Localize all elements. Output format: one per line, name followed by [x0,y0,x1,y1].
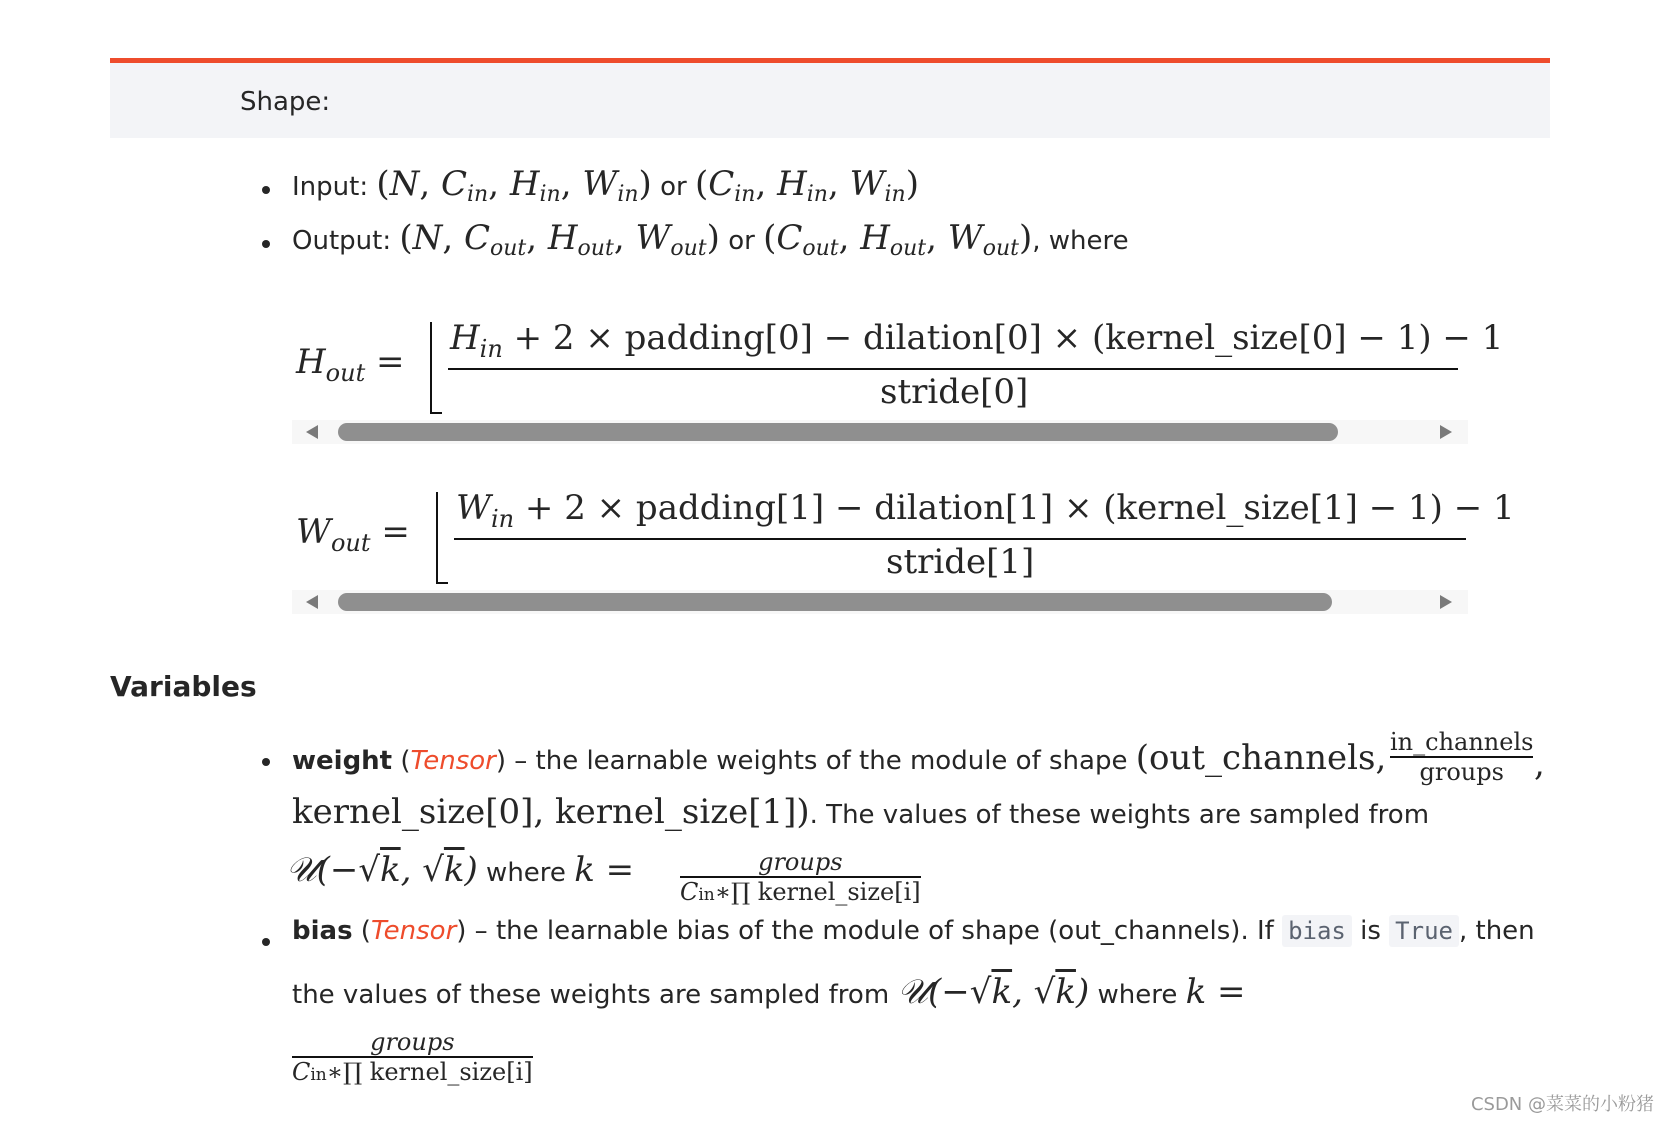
variables-heading: Variables [110,670,257,703]
bias-desc: – the learnable bias of the module of shape (out_channels). If [466,916,1283,946]
h-denominator: stride[0] [880,372,1029,412]
weight-comma: , [1534,744,1545,784]
h-out-lhs: $H_{out}$ = [296,342,405,387]
input-shape-3d: ($C_{in}$, $H_{in}$, $W_{in}$) [694,164,919,207]
h-fraction-bar [448,368,1458,370]
bias-k-equals: k [1185,972,1207,1012]
w-out-lhs: $W_{out}$ = [296,512,410,557]
input-shape-4d: (N, $C_{in}$, $H_{in}$, $W_{in}$) [376,164,652,207]
output-shape-4d: (N, $C_{out}$, $H_{out}$, $W_{out}$) [399,218,720,261]
bias-line-2: the values of these weights are sampled from 𝒰(−√k, √k) where k = [292,972,1246,1012]
bias-uniform-dist: 𝒰(−√k, √k) [897,972,1090,1012]
weight-type-link[interactable]: Tensor [410,746,496,776]
w-numerator: $W_{in} + 2$ × padding[1] − dilation[1] × (kernel_size[1] − 1) − 1 [456,488,1515,533]
w-denominator: stride[1] [886,542,1035,582]
output-prefix: Output: [292,226,400,256]
bias-type-link[interactable]: Tensor [370,916,457,946]
bias-k-fraction: groups Cin∗∏ kernel_size[i] [292,1028,533,1086]
scroll-right-arrow-icon[interactable] [1440,595,1452,609]
w-scrollbar-thumb[interactable] [338,593,1332,611]
scroll-right-arrow-icon[interactable] [1440,425,1452,439]
h-equation-scrollbar[interactable] [292,420,1468,444]
weight-uniform-dist: 𝒰(−√k, √k) [286,850,478,890]
weight-shape-end: kernel_size[0], kernel_size[1]) [292,792,810,832]
scroll-left-arrow-icon[interactable] [306,595,318,609]
bias-where: where [1089,980,1186,1010]
input-bullet [262,186,270,194]
h-scrollbar-thumb[interactable] [338,423,1338,441]
input-or: or [660,172,695,202]
bias-bullet [262,938,270,946]
bias-name: bias [292,916,353,946]
h-floor-bracket [430,322,442,414]
true-code: True [1389,915,1459,947]
weight-k-equals: k [574,850,595,890]
weight-channels-fraction: in_channels groups [1390,728,1534,786]
weight-line-1: weight (Tensor) – the learnable weights of the module of shape (out_channels, [292,738,1387,778]
w-floor-bracket [436,492,448,584]
weight-name: weight [292,746,393,776]
output-shape-3d: ($C_{out}$, $H_{out}$, $W_{out}$) [763,218,1033,261]
output-line [292,218,1129,261]
weight-line-2 [292,792,1429,832]
output-bullet [262,240,270,248]
bias-line-1: bias (Tensor) – the learnable bias of the module of shape (out_channels). If bias is True , then [292,916,1535,946]
watermark: CSDN @菜菜的小粉猪 [1470,1094,1654,1115]
w-equation-scrollbar[interactable] [292,590,1468,614]
output-suffix: , where [1032,226,1129,256]
bias-is: is [1351,916,1390,946]
input-prefix: Input: [292,172,377,202]
shape-header-box [110,58,1550,138]
h-numerator: $H_{in} + 2$ × padding[0] − dilation[0] × (kernel_size[0] − 1) − 1 [450,318,1504,363]
weight-where: where [477,858,575,888]
weight-bullet [262,758,270,766]
bias-code: bias [1282,915,1352,947]
bias-sampled-text: the values of these weights are sampled from [292,980,898,1010]
shape-label: Shape: [240,87,331,117]
weight-shape-start: (out_channels, [1135,738,1387,778]
w-fraction-bar [454,538,1466,540]
weight-k-fraction: groups Cin∗∏ kernel_size[i] [680,848,921,906]
bias-then: , then [1458,916,1535,946]
input-line [292,164,919,207]
weight-sampled-text: . The values of these weights are sampled from [809,800,1430,830]
weight-desc: – the learnable weights of the module of shape [506,746,1136,776]
scroll-left-arrow-icon[interactable] [306,425,318,439]
output-or: or [728,226,764,256]
weight-line-3: 𝒰(−√k, √k) where k = [286,850,635,890]
